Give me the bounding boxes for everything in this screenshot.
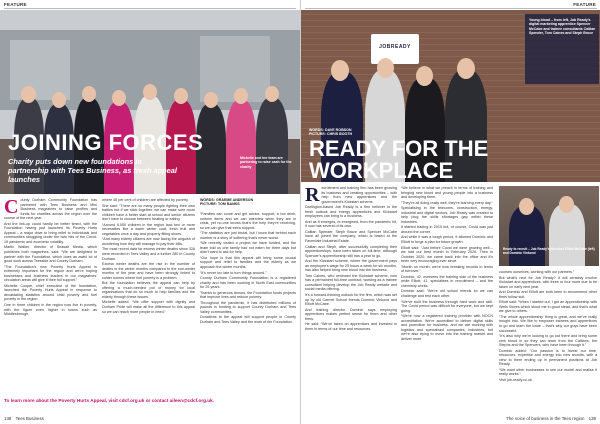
person-9 [256,98,288,194]
person-4-head [112,90,126,106]
article-subheading: Charity puts down new foundations in partnership with Tees Business, as fresh appeal launches [8,157,177,184]
headline-line-2: WORKPLACE [309,158,454,183]
paragraph: “We’re now a registered training provider with NOCN accreditation. We’re accredited to deliver digital skills and promotion for business, and we are working with logistics and specialised companies, industries, but we’re also trying to move into the training market and deliver more [401,314,493,341]
header-rule [305,8,597,9]
left-footer [4,416,44,421]
person-2-head [52,92,66,108]
paragraph: where 46 per cent of children are affected by poverty. [102,198,189,202]
paragraph: Thanks to generous donors, the Foundation funds projects that improve lives and reduce poverty. [200,290,296,300]
body-column-3-text [200,212,296,325]
body-column-3-text [499,270,597,383]
article-headline [309,138,488,182]
directors-photo [499,186,599,266]
paragraph: Dominic, 42, oversees the training side of the business while Elliott, 41, specialises in recruitment – and the chemistry works. [401,274,493,288]
section-label: FEATURE [573,2,596,7]
paragraph: ecruitment and training firm has been growing its business and creating opportunities – with help from new apprentices and the government’s Kickstart scheme. [321,186,397,204]
paragraph: But the foundation believes the appeal can help by offering a much-needed pot of money for local organisations that do so much to help families and the elderly through these issues. [102,281,195,299]
appeal-call-to-action[interactable]: To learn more about the Poverty Hurts Appeal, visit cdcf.org.uk or contact aileen@cdcf.org.uk. [4,398,215,403]
paragraph: “We’ve built the business through hard work and skill. The Covid period was difficult for everyone, but we kept going. [401,299,493,313]
credit-words: WORDS: GRAEME ANDERSON [200,198,254,202]
paragraph: Visit job-ready.co.uk [499,378,532,383]
paragraph: And training director Dominic says employing apprentices makes perfect sense for them and other firms. [305,307,397,321]
paragraph: ounty Durham Community Foundation has partnered with Tees Business and Mini Business magazines to raise profiles and funds for charities across the region over the course of the next year. [4,198,97,221]
paragraph: It’s a forward-thinking outlook for the firm, which was set up by old Carmel School friends Dominic Vinkond and Elliott McCabe. [305,293,397,307]
paragraph: She said: “There are so many people fighting their own battles but if we stick together, we can make sure more children have a better start at school and senior citizens don’t have to choose between heating or eating. [102,203,195,222]
paragraph: He said: “We’ve taken on apprentices and invested in them in terms of our time and resources. [305,322,397,331]
body-column-1-text [4,198,97,317]
paragraph: “Our hope is that this appeal will bring some crucial support and relief to families and the elderly as we approach the winter months. [200,255,296,270]
paragraph: Specialising in the telecoms, construction, energy, industrial and digital sectors, Job Ready was created to help plug the skills shortages gap within these industries. [401,206,493,224]
credit-picture: PICTURE: CHRIS BOOTH [309,132,353,137]
header-rule [4,8,296,9]
paragraph: Donations to the appeal will support people in County Durham and Tees Valley and the work of the Foundation. [200,315,296,325]
person-1-head [21,86,36,103]
paragraph: The most recent data for excess winter deaths show 328 were recorded in Tees Valley and a further 280 in County Durham. [102,247,195,261]
person-8 [226,100,256,194]
paragraph: Michelle Cooper, chief executive of the foundation, launched the Poverty Hurts Appeal in response to devastating statistics around child poverty and fuel poverty in the region. [4,283,97,302]
paragraph: It started trading in 2019 but, of course, Covid was just around the corner. [401,225,493,234]
paragraph: And the Kickstart scheme, where the government pays an employee’s wage for 25 hours a week for six months, has also helped bring new blood into the business. [305,259,397,273]
director-1-head [519,198,534,215]
director-2 [549,204,585,266]
photo-caption: Michelle and her team are partnering to raise cash for the charity [240,156,292,169]
credit-words: WORDS: DAVE ROBSON [309,128,352,132]
photo-caption-top: Young blood – from left, Job Ready’s digital marketing apprentice Spencer McCabe and trainee consultants Caitlan Spender, Tom Caines and Steph Bruce [529,18,596,36]
page-number: 139 [588,416,596,421]
paragraph: Caitlan and Steph, after successfully completing their apprenticeships, have been taken on full-time, although Spencer’s apprenticeship still has a year to go. [305,244,397,258]
paragraph: Martin Walker, director of Seasalt Media, which publishes both magazines, said: “We are delighted to partner with the Foundation, which does an awful lot of good work across Teesside and County Durham. [4,245,97,264]
body-column-2-text [401,186,493,342]
paragraph: “And many elderly citizens are now facing the anguish of wondering how they will manage to pay their bills. [102,237,195,246]
paragraph: Elliott said: “When I started out, I got an apprenticeship with Wells Stores which stood me in good stead, and that’s what we give to others. [499,300,597,314]
person-6-head [174,88,188,104]
body-column-2 [401,186,493,392]
paragraph: “We want other businesses to see our model and realise it really works.” [499,367,597,377]
paragraph: But what’s next for Job Ready? It will certainly involve Kickstart and apprentices, with three or four more due to be taken on early next year. [499,275,597,289]
paragraph: “Month on month, we’re now breaking records in terms of turnover.” [401,264,493,274]
body-column-1 [305,186,397,392]
person-2-head [377,58,394,78]
paragraph: Michelle added: “We offer support with dignity and Durham Pride will make all the difference to this appeal so we can reach more people in need.” [102,300,195,314]
paragraph: “We recently visited a project we have funded, and the team told us one family had not eaten for three days but didn’t want to ask for help. [200,241,296,255]
body-column-1 [4,198,97,394]
person-1-head [331,60,349,81]
person-8-head [234,88,248,104]
director-2-head [559,196,574,213]
publication-name: Tees Business [15,416,44,421]
paragraph: Elliott said: “Just before Covid we were growing well – we had our best month in February 2020. Then in October 2020, we came back into the office and it’s been very encouraging ever since. [401,245,493,264]
paragraph: courses ourselves, working with our partners.” [499,270,575,274]
body-column-3 [499,270,597,392]
paragraph: And while it was a tough period, it allowed Dominic and Elliott to forge a plan for future growth. [401,235,493,245]
right-page [300,0,600,424]
paragraph: Tom Caines, who reviewed the Kickstart scheme, now has a permanent full-time contract, working as a trainee consultant helping develop the Job Ready website and social media offering. [305,273,397,292]
paragraph: “The whole apprenticeship thing is great, and we’ve really bought into. We like to empower trainees and apprentices to go and learn the trade – that’s why our guys have been successful. [499,314,597,333]
paragraph: “The Foundation’s new Poverty Hurts Appeal is extremely important for the region and we’re hoping businesses and business leaders in our magazines’ circulation areas will give it their full support.” [4,264,97,283]
page-number: 138 [4,416,12,421]
paragraph: “Families can come and get advice, support, a hot drink, uniform items and we can interview when they are in crisis, yet no-one knows that’s the help they’re receiving, so we can give that extra support. [200,212,296,230]
paragraph: “It’s also why we’re looking to go out there and bring some new blood in so they can learn from the Caitlans, the Stephs and the Spencers, who have been through it.” [499,334,597,348]
drop-cap: C [4,198,19,218]
director-1 [509,206,545,266]
company-sign [371,34,419,64]
paragraph: And Dominic and Elliott are both keen to recommend other firms follow suit. [499,290,597,299]
paragraph: Dominic said: “We’re old school friends so we can challenge and test each other. [401,289,493,299]
paragraph: Darlington-based Job Ready is a firm believer in the fresh outlook and energy apprentices and Kickstart employees can bring to a business. [305,205,397,219]
sign-text: JOBREADY [379,44,411,50]
right-footer [506,416,596,421]
paragraph: Caitlan Spender, Steph Bruce and Spencer McCabe have all joined the company, which is based at the Faverdale Industrial Estate. [305,229,397,244]
paragraph: “They’re all doing really well, they’re learning every day.” [401,200,493,205]
body-column-2-text [102,198,195,314]
paragraph: And the link-up could hardly be better timed, with the Foundation having just launched its Poverty Hurts Appeal – a major drive to bring relief to individuals and communities struggling under the twin hits of the Covid-19 pandemic and economic volatility. [4,221,97,244]
photo-caption-bottom: Ready to recruit – Job Ready’s directors Elliott McCabe (left) and Dominic Vinkond [503,247,595,255]
paragraph: Throughout the pandemic, it has distributed millions of pounds in funding to support County Durham and Tees Valley communities. [200,300,296,314]
article-headline: JOINING FORCES [8,130,204,155]
person-3-head [416,66,433,86]
section-label: FEATURE [4,2,27,7]
paragraph: And as it emerges, re-energised, from the pandemic hit, it now has several of its own. [305,219,397,229]
person-9-head [265,86,279,102]
paragraph: Excess winter deaths are the rise in the number of deaths in the winter months compared to the non-winter months of the year and have been strongly linked to colder homes where fuel poverty is a problem. [102,262,195,280]
paragraph: One in three children in the region now live in poverty, with the figure even higher in towns such as Middlesbrough, [4,303,97,317]
credits [200,198,296,207]
paragraph: “Around 6,000 children in the region lack two or more necessities like a warm winter coat, fresh fruit and vegetables once a day and properly fitting shoes. [102,222,195,236]
headline-line-1: READY FOR THE [309,136,489,161]
paragraph: “It’s never too late to turn things around.” [200,270,267,275]
paragraph: County Durham Community Foundation is a registered charity and has been working in North East communities for 25 years. [200,276,296,290]
body-column-2 [102,198,195,394]
paragraph: Dominic added: “Our passion is to invest our time, resources, expertise and energy into new recruits, with a view to them ending up in permanent positions at Job Ready. [499,348,597,367]
body-column-3 [200,212,296,394]
paragraph: “We believe in what we preach in terms of training and bringing new blood and young people into a business and developing them. [401,186,493,200]
person-5-head [143,84,157,100]
person-7-head [204,92,218,108]
footer-tagline: The voice of business in the Tees region [506,416,585,421]
credit-picture: PICTURE: TOM BANKS [200,202,240,207]
window [10,40,70,100]
person-4-head [457,58,475,79]
body-column-1-text [305,186,397,331]
drop-cap: R [305,186,320,206]
person-3-head [82,86,96,102]
paragraph: “The statistics are just brutal, but I know that behind each number is a story of suffering that’s never worse. [200,231,296,240]
